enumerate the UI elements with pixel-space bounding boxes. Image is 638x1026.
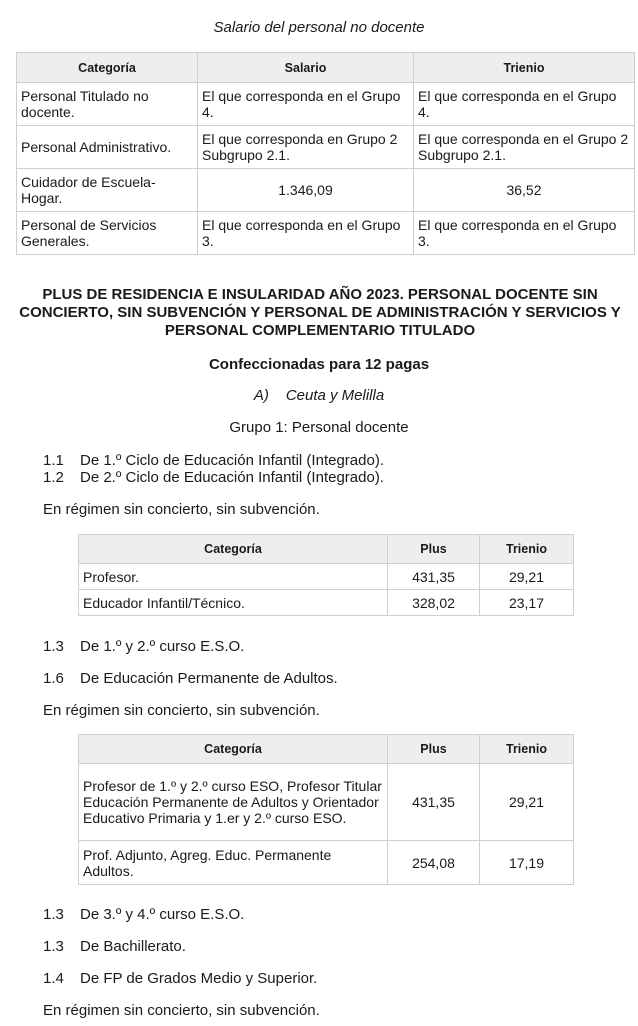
plus-table-infantil [78, 534, 574, 616]
item-text: De Bachillerato. [80, 938, 186, 955]
plus-table-eso-adultos [78, 734, 574, 885]
list-item [43, 670, 338, 688]
cell-trienio: 29,21 [480, 764, 574, 841]
item-number: 1.2 [43, 469, 64, 486]
column-header-categoria: Categoría [17, 53, 198, 83]
column-header-trienio: Trienio [480, 535, 574, 564]
table-header-row [79, 735, 574, 764]
list-item [43, 906, 244, 924]
cell-categoria: Educador Infantil/Técnico. [79, 590, 388, 616]
cell-categoria: Profesor de 1.º y 2.º curso ESO, Profesor Titular Educación Permanente de Adultos y Orientador Educativo Primaria y 1.er y 2.º curso ESO. [79, 764, 388, 841]
column-header-salario: Salario [198, 53, 414, 83]
cell-categoria: Profesor. [79, 564, 388, 590]
cell-categoria: Personal Titulado no docente. [17, 83, 198, 126]
item-text: De 1.º Ciclo de Educación Infantil (Integrado). [80, 452, 384, 469]
cell-salario: El que corresponda en el Grupo 4. [198, 83, 414, 126]
cell-salario: El que corresponda en Grupo 2 Subgrupo 2.1. [198, 126, 414, 169]
column-header-plus: Plus [388, 535, 480, 564]
table-row [17, 212, 635, 255]
region-label: Ceuta y Melilla [285, 387, 385, 404]
section-subtitle: Confeccionadas para 12 pagas [208, 356, 430, 373]
table-header-row [79, 535, 574, 564]
cell-trienio: El que corresponda en el Grupo 4. [414, 83, 635, 126]
table-row [17, 83, 635, 126]
list-item [43, 970, 317, 988]
column-header-plus: Plus [388, 735, 480, 764]
item-number: 1.1 [43, 452, 64, 469]
regime-note: En régimen sin concierto, sin subvención. [43, 702, 320, 719]
cell-plus: 431,35 [388, 764, 480, 841]
table-header-row [17, 53, 635, 83]
table-row [79, 590, 574, 616]
item-text: De FP de Grados Medio y Superior. [80, 970, 318, 987]
cell-categoria: Prof. Adjunto, Agreg. Educ. Permanente Adultos. [79, 841, 388, 885]
item-text: De 1.º y 2.º curso E.S.O. [80, 638, 245, 655]
item-text: De 3.º y 4.º curso E.S.O. [80, 906, 245, 923]
list-item [43, 638, 244, 656]
table-row [79, 564, 574, 590]
table-row [17, 126, 635, 169]
column-header-categoria: Categoría [79, 535, 388, 564]
cell-plus: 431,35 [388, 564, 480, 590]
item-number: 1.3 [43, 938, 64, 955]
cell-plus: 328,02 [388, 590, 480, 616]
item-number: 1.3 [43, 906, 64, 923]
cell-trienio: 23,17 [480, 590, 574, 616]
table-caption: Salario del personal no docente [213, 19, 425, 36]
list-item [43, 452, 384, 470]
list-item [43, 469, 384, 487]
column-header-trienio: Trienio [480, 735, 574, 764]
cell-salario: El que corresponda en el Grupo 3. [198, 212, 414, 255]
table-row [17, 169, 635, 212]
table-row [79, 841, 574, 885]
cell-salario: 1.346,09 [198, 169, 414, 212]
item-number: 1.4 [43, 970, 64, 987]
cell-categoria: Cuidador de Escuela-Hogar. [17, 169, 198, 212]
region-heading [0, 387, 638, 404]
item-text: De Educación Permanente de Adultos. [80, 670, 338, 687]
cell-trienio: El que corresponda en el Grupo 3. [414, 212, 635, 255]
regime-note: En régimen sin concierto, sin subvención. [43, 501, 320, 518]
item-text: De 2.º Ciclo de Educación Infantil (Integrado). [80, 469, 384, 486]
cell-categoria: Personal Administrativo. [17, 126, 198, 169]
cell-trienio: 29,21 [480, 564, 574, 590]
cell-trienio: El que corresponda en el Grupo 2 Subgrupo 2.1. [414, 126, 635, 169]
non-teaching-salary-table [16, 52, 635, 255]
item-number: 1.3 [43, 638, 64, 655]
group-heading: Grupo 1: Personal docente [229, 419, 409, 436]
list-item [43, 938, 186, 956]
cell-plus: 254,08 [388, 841, 480, 885]
section-title: PLUS DE RESIDENCIA E INSULARIDAD AÑO 2023. PERSONAL DOCENTE SIN CONCIERTO, SIN SUBVENCIÓN Y PERSONAL DE ADMINISTRACIÓN Y SERVICIOS Y PERSONAL COMPLEMENTARIO TITULADO [19, 286, 621, 339]
column-header-categoria: Categoría [79, 735, 388, 764]
regime-note: En régimen sin concierto, sin subvención. [43, 1002, 320, 1019]
cell-categoria: Personal de Servicios Generales. [17, 212, 198, 255]
column-header-trienio: Trienio [414, 53, 635, 83]
cell-trienio: 17,19 [480, 841, 574, 885]
table-row [79, 764, 574, 841]
region-marker: A) [253, 387, 269, 404]
cell-trienio: 36,52 [414, 169, 635, 212]
item-number: 1.6 [43, 670, 64, 687]
